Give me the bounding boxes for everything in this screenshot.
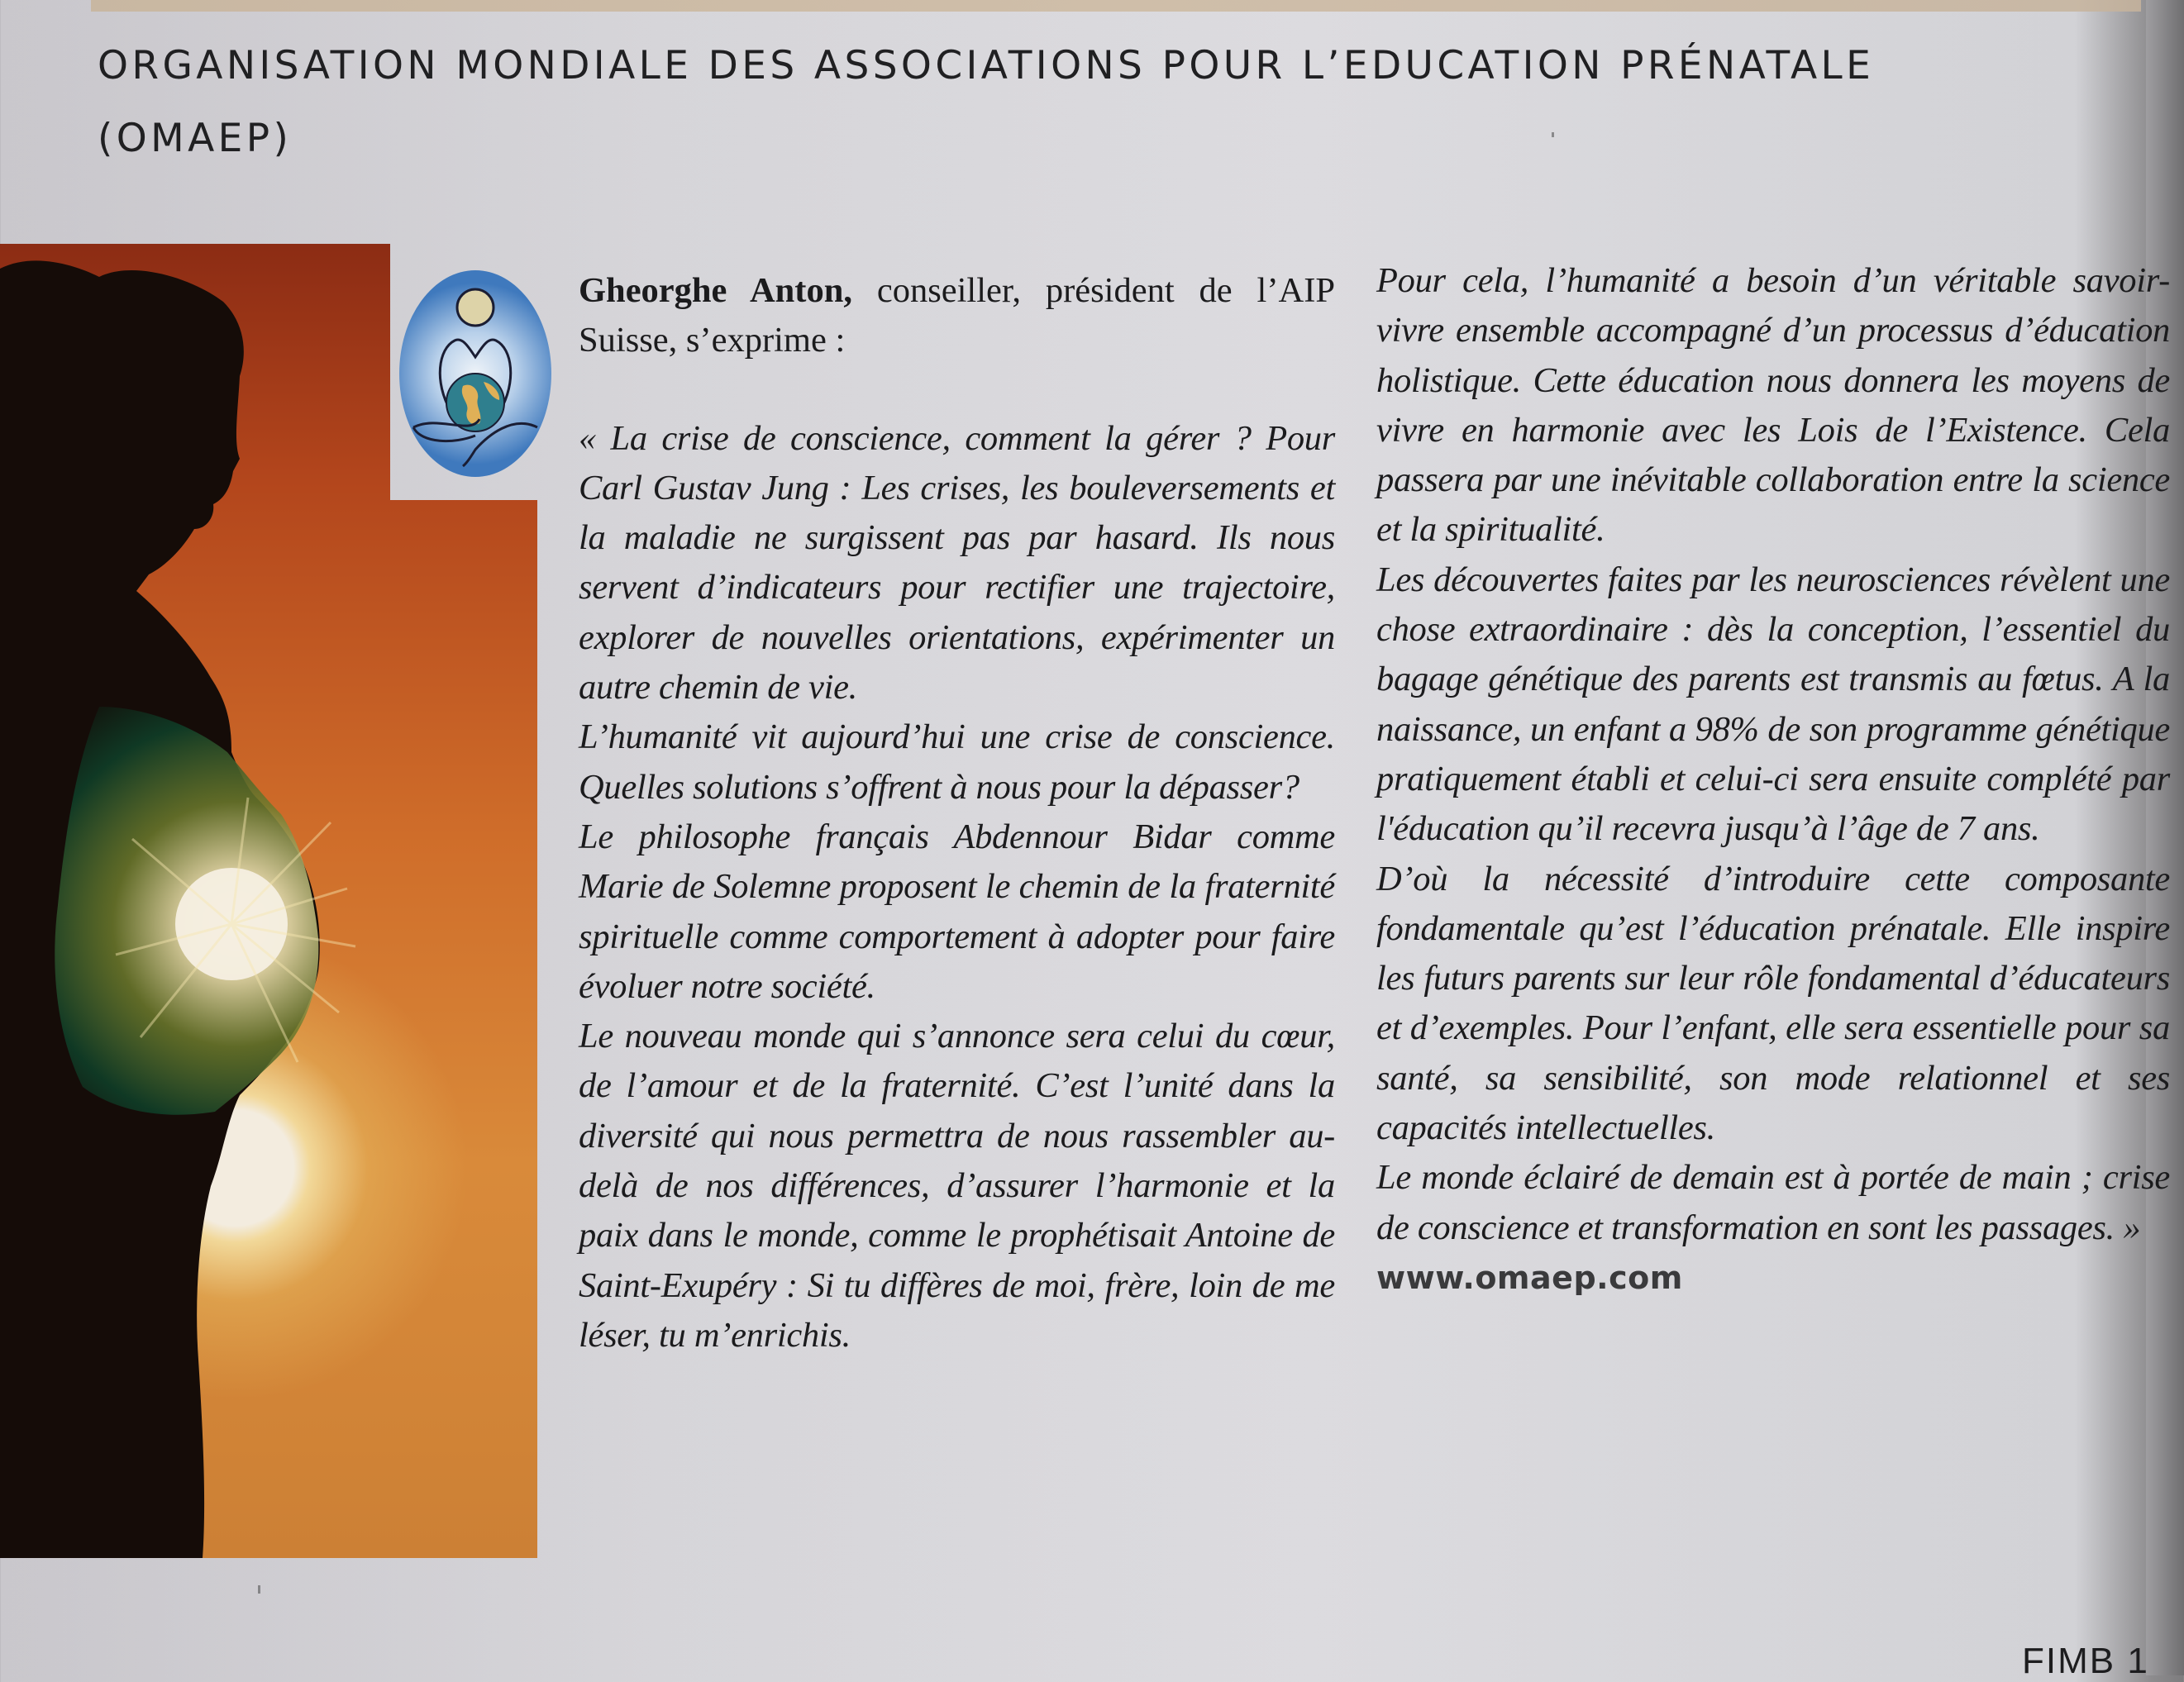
quote-paragraph: Le philosophe français Abdennour Bidar comme Marie de Solemne proposent le chemin de la fraternité spirituelle comme comportement à adopter pour faire évoluer notre société.	[579, 817, 1335, 1006]
page-footer-mark: FIMB 1	[2022, 1641, 2149, 1681]
quote-paragraph: L’humanité vit aujourd’hui une crise de conscience. Quelles solutions s’offrent à nous pour la dépasser?	[579, 717, 1335, 807]
quote-paragraph: Pour cela, l’humanité a besoin d’un véritable savoir-vivre ensemble accompagné d’un processus d’éducation holistique. Cette éducation nous donnera les moyens de vivre en harmonie avec les Lois de l’Existence. Cela passera par une inévitable collaboration entre la science et la spiritualité.	[1376, 261, 2170, 550]
author-intro	[579, 266, 1335, 366]
top-edge-strip	[91, 0, 2141, 12]
website-link[interactable]: www.omaep.com	[1376, 1259, 1683, 1296]
heading-line-1: ORGANISATION MONDIALE DES ASSOCIATIONS POUR L’EDUCATION PRÉNATALE	[98, 43, 1875, 88]
quote-paragraph: D’où la nécessité d’introduire cette composante fondamentale qu’est l’éducation prénatale. Elle inspire les futurs parents sur leur rôle fondamental d’éducateurs et d’exemples. Pour l’enfant, elle sera essentielle pour sa santé, sa sensibilité, son mode relationnel et ses capacités intellectuelles.	[1376, 859, 2170, 1148]
quote-paragraph: Le nouveau monde qui s’annonce sera celui du cœur, de l’amour et de la fraternité. C’est l’unité dans la diversité qui nous permettra de nous rassembler au-delà de nos différences, d’assurer l’harmonie et la paix dans le monde, comme le prophétisait Antoine de Saint-Exupéry : Si tu diffères de moi, frère, loin de me léser, tu m’enrichis.	[579, 1017, 1335, 1355]
author-role: conseiller, président de l’AIP Suisse, s’exprime :	[579, 271, 1335, 360]
page-heading	[98, 30, 2115, 175]
author-name: Gheorghe Anton,	[579, 271, 852, 310]
quote-paragraph: Le monde éclairé de demain est à portée de main ; crise de conscience et transformation en sont les passages. »	[1376, 1158, 2170, 1247]
print-speck	[258, 1585, 260, 1594]
article-column-1	[579, 266, 1335, 1360]
article-column-2	[1376, 256, 2170, 1303]
omaep-logo-icon	[397, 258, 554, 478]
quote-paragraph: « La crise de conscience, comment la gérer ? Pour Carl Gustav Jung : Les crises, les bouleversements et la maladie ne surgissent pas par hasard. Ils nous servent d’indicateurs pour rectifier une trajectoire, explorer de nouvelles orientations, expérimenter un autre chemin de vie.	[579, 418, 1335, 708]
heading-line-2: (OMAEP)	[98, 116, 293, 161]
quote-paragraph: Les découvertes faites par les neurosciences révèlent une chose extraordinaire : dès la conception, l’essentiel du bagage génétique des parents est transmis au fœtus. A la naissance, un enfant a 98% de son programme génétique pratiquement établi et celui-ci sera ensuite complété par l'éducation qu’il recevra jusqu’à l’âge de 7 ans.	[1376, 560, 2170, 849]
print-speck	[1552, 132, 1554, 137]
